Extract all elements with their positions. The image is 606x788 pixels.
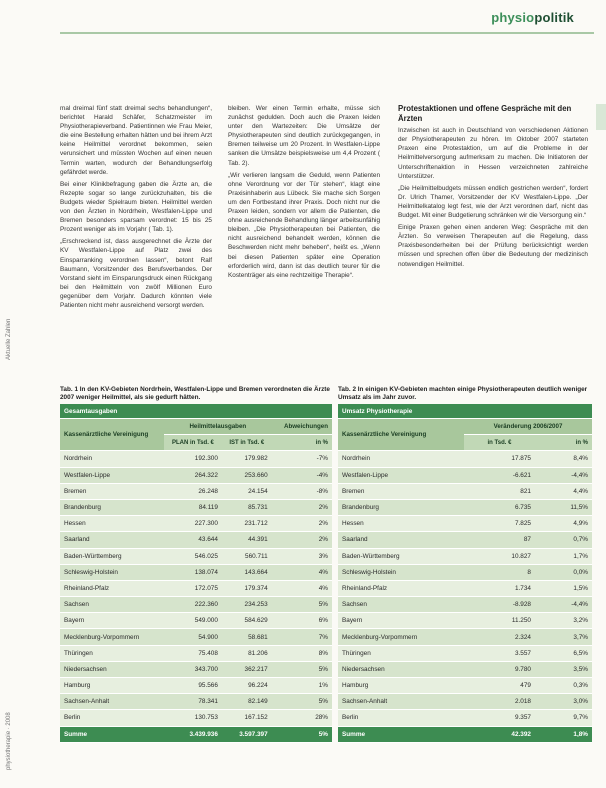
table-cell-value: 3,7% <box>535 629 592 645</box>
table-cell-value: 3% <box>272 548 332 564</box>
table-cell-value: 362.217 <box>222 661 272 677</box>
table-cell-value: 2% <box>272 499 332 515</box>
table-row <box>338 694 592 710</box>
table-row <box>60 661 332 677</box>
table-cell-value: 179.374 <box>222 580 272 596</box>
magazine-section-brand: physiopolitik <box>491 10 574 25</box>
table-cell-value: 9.357 <box>464 710 535 726</box>
table-cell-value: 0,3% <box>535 678 592 694</box>
table-cell-value: -6.621 <box>464 467 535 483</box>
table-cell-value: 143.664 <box>222 564 272 580</box>
page-edge-tab <box>596 104 606 130</box>
table-cell-value: 253.660 <box>222 467 272 483</box>
paragraph: „Erschreckend ist, dass ausgerechnet die Ärzte der KV Westfalen-Lippe auf Platz zwei des Einsparranking verordnen lassen“, betont Ralf Baumann, Vorsitzender des Berufsverbandes. Der Vorstand sieht im Einsparungsdruck einen Rückgang bei den Heilmitteln von zwölf Millionen Euro gegenüber dem Vorjahr. Dadurch könnten viele Patienten nicht mehr ausreichend versorgt werden. <box>60 238 212 309</box>
table-row <box>60 629 332 645</box>
table-cell-value: 43.644 <box>164 532 222 548</box>
table-row <box>60 710 332 726</box>
table-cell-region: Saarland <box>60 532 164 548</box>
table-row <box>60 694 332 710</box>
table-cell-value: 167.152 <box>222 710 272 726</box>
table-cell-value: 5% <box>272 597 332 613</box>
table-cell-value: 17.875 <box>464 451 535 467</box>
table-cell-region: Mecklenburg-Vorpommern <box>60 629 164 645</box>
table-cell-value: -4% <box>272 467 332 483</box>
table-cell-region: Bremen <box>60 483 164 499</box>
table-cell-value: 3,0% <box>535 694 592 710</box>
table-cell-value: 179.982 <box>222 451 272 467</box>
table1-sub-ist: IST in Tsd. € <box>222 435 272 451</box>
table-cell-value: 560.711 <box>222 548 272 564</box>
table-cell-region: Nordrhein <box>60 451 164 467</box>
table-cell-value: -8.928 <box>464 597 535 613</box>
table-row <box>338 645 592 661</box>
table-cell-value: 3.557 <box>464 645 535 661</box>
table-cell-value: 44.391 <box>222 532 272 548</box>
paragraph: mal dreimal fünf statt dreimal sechs behandlungen“, berichtet Harald Schäfer, Schatzmeister im Physiotherapieverband. Patientinnen wie Frau Meier, die eine Bestellung erhalten hätten und bei ihrem Arzt keine Heilmittel verordnet bekommen, seien verunsichert und müssten Wochen auf einen neuen Termin warten, wodurch der Behandlungserfolg gefährdet werde. <box>60 105 212 176</box>
table-row <box>60 645 332 661</box>
table-cell-region: Hamburg <box>338 678 464 694</box>
paragraph: bleiben. Wer einen Termin erhalte, müsse sich zunächst gedulden. Doch auch die Praxen leiden unter den Wartezeiten: Die Umsätze der Physiotherapeuten sind deutlich zurückgegangen, in Bremen teilweise um 20 Prozent. In Westfalen-Lippe sanken die Umsätze beispielsweise um 4,4 Prozent ( Tab. 2). <box>228 105 380 167</box>
table-cell-value: 87 <box>464 532 535 548</box>
table1-col-group: Heilmittelausgaben <box>164 419 272 435</box>
table-cell-value: 479 <box>464 678 535 694</box>
table2-sub-pct: in % <box>535 435 592 451</box>
table-row <box>338 613 592 629</box>
table-cell-region: Bayern <box>338 613 464 629</box>
table-row <box>60 548 332 564</box>
table1-caption: Tab. 1 In den KV-Gebieten Nordrhein, Westfalen-Lippe und Bremen verordneten die Ärzte 2007 weniger Heilmittel, als sie gedurft hätten. <box>60 386 330 402</box>
table-cell-value: 546.025 <box>164 548 222 564</box>
table-heilmittelausgaben <box>60 404 332 743</box>
table-cell-value: 138.074 <box>164 564 222 580</box>
table-cell-value: 130.753 <box>164 710 222 726</box>
table-cell-region: Berlin <box>60 710 164 726</box>
table-cell-value: 3,5% <box>535 661 592 677</box>
table-cell-value: 0,0% <box>535 564 592 580</box>
table-cell-value: 95.566 <box>164 678 222 694</box>
table-cell-value: 1,7% <box>535 548 592 564</box>
table-cell-region: Thüringen <box>338 645 464 661</box>
table-cell-value: 264.322 <box>164 467 222 483</box>
table-cell-value: 4,4% <box>535 483 592 499</box>
table-row <box>338 548 592 564</box>
table-row <box>338 678 592 694</box>
table-cell-value: 28% <box>272 710 332 726</box>
sum-value: 5% <box>272 726 332 742</box>
table-cell-value: 10.827 <box>464 548 535 564</box>
table-cell-value: 234.253 <box>222 597 272 613</box>
table-cell-value: 8,4% <box>535 451 592 467</box>
table1-title: Gesamtausgaben <box>60 404 332 419</box>
table1-col-diff: Abweichungen <box>272 419 332 435</box>
table-cell-value: 11.250 <box>464 613 535 629</box>
table2-caption: Tab. 2 In einigen KV-Gebieten machten einige Physiotherapeuten deutlich weniger Umsatz als im Jahr zuvor. <box>338 386 588 402</box>
text-column-1 <box>60 104 212 313</box>
table-cell-value: 6% <box>272 613 332 629</box>
table-cell-region: Hessen <box>60 516 164 532</box>
side-label: Aktuelle Zahlen <box>6 318 12 360</box>
table-cell-value: 1,5% <box>535 580 592 596</box>
table-cell-region: Baden-Württemberg <box>338 548 464 564</box>
table-cell-value: 222.360 <box>164 597 222 613</box>
table-row <box>60 564 332 580</box>
table-cell-region: Bremen <box>338 483 464 499</box>
table-row <box>338 499 592 515</box>
table-sum-row <box>338 726 592 742</box>
table-cell-value: 821 <box>464 483 535 499</box>
sum-value: 3.597.397 <box>222 726 272 742</box>
table-cell-value: 4% <box>272 564 332 580</box>
sum-label: Summe <box>60 726 164 742</box>
table-cell-value: 8 <box>464 564 535 580</box>
table-cell-value: -4,4% <box>535 467 592 483</box>
table-cell-value: 6,5% <box>535 645 592 661</box>
table-row <box>338 564 592 580</box>
table-cell-value: 85.731 <box>222 499 272 515</box>
table-cell-value: 82.149 <box>222 694 272 710</box>
table-cell-region: Mecklenburg-Vorpommern <box>338 629 464 645</box>
table-row <box>338 467 592 483</box>
table-cell-region: Brandenburg <box>60 499 164 515</box>
table-row <box>338 516 592 532</box>
table-row <box>60 532 332 548</box>
table-cell-region: Brandenburg <box>338 499 464 515</box>
table-row <box>60 678 332 694</box>
table-row <box>338 451 592 467</box>
table-cell-value: 4,9% <box>535 516 592 532</box>
table-cell-value: 2% <box>272 516 332 532</box>
table-cell-value: -7% <box>272 451 332 467</box>
table-cell-value: 78.341 <box>164 694 222 710</box>
table-cell-value: 172.075 <box>164 580 222 596</box>
paragraph: Einige Praxen gehen einen anderen Weg: Gespräche mit den Ärzten. So verweisen Therapeuten auf die Regelung, dass Praxisbesonderheiten bei der Prüfung berücksichtigt werden müssen und sprechen offen über die Bedeutung der medizinisch notwendigen Heilmittel. <box>398 224 588 268</box>
table-cell-value: 584.629 <box>222 613 272 629</box>
paragraph: Inzwischen ist auch in Deutschland von verschiedenen Aktionen der Physiotherapeuten zu hören. Im Oktober 2007 starteten Praxen eine Protestaktion, um auf die Probleme in der Heilmittelversorgung aufmerksam zu machen. Die Initiatoren der Unterschriftenaktion in Hessen verzeichneten zahlreiche Unterstützer. <box>398 127 588 180</box>
table2-col-group: Veränderung 2006/2007 <box>464 419 592 435</box>
table-cell-value: 2.018 <box>464 694 535 710</box>
table-row <box>338 629 592 645</box>
table-row <box>60 613 332 629</box>
table-row <box>60 499 332 515</box>
table-row <box>338 661 592 677</box>
table-cell-value: 84.119 <box>164 499 222 515</box>
table-cell-value: 0,7% <box>535 532 592 548</box>
table-cell-value: 5% <box>272 661 332 677</box>
sum-value: 1,8% <box>535 726 592 742</box>
table-cell-value: -8% <box>272 483 332 499</box>
table-cell-value: 3,2% <box>535 613 592 629</box>
sum-value: 3.439.936 <box>164 726 222 742</box>
table-row <box>338 597 592 613</box>
sum-label: Summe <box>338 726 464 742</box>
table-cell-value: 96.224 <box>222 678 272 694</box>
table-umsatz-physiotherapie <box>338 404 592 743</box>
table-cell-region: Sachsen <box>338 597 464 613</box>
table-cell-region: Schleswig-Holstein <box>338 564 464 580</box>
table-cell-value: 11,5% <box>535 499 592 515</box>
table-cell-region: Sachsen-Anhalt <box>60 694 164 710</box>
table-cell-region: Hamburg <box>60 678 164 694</box>
table-cell-value: 4% <box>272 580 332 596</box>
table-cell-region: Westfalen-Lippe <box>60 467 164 483</box>
table-cell-value: 7.825 <box>464 516 535 532</box>
header-rule <box>60 32 594 34</box>
section-heading: Protestaktionen und offene Gespräche mit den Ärzten <box>398 104 572 123</box>
sum-value: 42.392 <box>464 726 535 742</box>
table-cell-region: Niedersachsen <box>60 661 164 677</box>
table-cell-value: 2% <box>272 532 332 548</box>
table-cell-region: Bayern <box>60 613 164 629</box>
table-row <box>60 516 332 532</box>
table-cell-region: Baden-Württemberg <box>60 548 164 564</box>
table1-col-kv: Kassenärztliche Vereinigung <box>60 419 164 451</box>
table-cell-value: -4,4% <box>535 597 592 613</box>
table-cell-region: Saarland <box>338 532 464 548</box>
table-cell-value: 5% <box>272 694 332 710</box>
table-row <box>60 483 332 499</box>
table-cell-value: 6.735 <box>464 499 535 515</box>
table1-sub-plan: PLAN in Tsd. € <box>164 435 222 451</box>
paragraph: „Wir verlieren langsam die Geduld, wenn Patienten ohne Verordnung vor der Tür stehen“, klagt eine Praxisinhaberin aus Lübeck. Sie mache sich Sorgen um den Fortbestand ihrer Praxis. Doch nicht nur die Praxen leiden, sondern vor allem die Patienten, die ohne ausreichende Behandlung länger arbeitsunfähig bleiben. „Die Physiotherapeuten bei Patienten, die nicht ausreichend behandelt werden, können die Beschwerden nicht mehr beheben“, heißt es. „Wenn bei diesen Patienten später eine Operation erforderlich wird, dann ist das deutlich teurer für die Kostenträger als eine rechtzeitige Therapie“. <box>228 171 380 279</box>
table-cell-value: 24.154 <box>222 483 272 499</box>
table-row <box>60 467 332 483</box>
table-row <box>60 580 332 596</box>
table-cell-region: Hessen <box>338 516 464 532</box>
table-cell-value: 231.712 <box>222 516 272 532</box>
table-cell-region: Sachsen-Anhalt <box>338 694 464 710</box>
table-row <box>338 710 592 726</box>
table-cell-value: 58.681 <box>222 629 272 645</box>
table-cell-value: 1.734 <box>464 580 535 596</box>
table-row <box>60 451 332 467</box>
table-cell-region: Berlin <box>338 710 464 726</box>
table-cell-value: 7% <box>272 629 332 645</box>
table-sum-row <box>60 726 332 742</box>
table2-col-kv: Kassenärztliche Vereinigung <box>338 419 464 451</box>
table-cell-region: Rheinland-Pfalz <box>338 580 464 596</box>
table-row <box>338 532 592 548</box>
table-row <box>338 483 592 499</box>
table-cell-region: Niedersachsen <box>338 661 464 677</box>
page-header <box>0 8 606 36</box>
table-cell-value: 549.000 <box>164 613 222 629</box>
table-row <box>338 580 592 596</box>
table2-sub-tsd: in Tsd. € <box>464 435 535 451</box>
paragraph: „Die Heilmittelbudgets müssen endlich gestrichen werden“, fordert Dr. Ulrich Thamer, Vorsitzender der KV Westfalen-Lippe. „Der Heilmittelkatalog legt fest, wie der Arzt verordnen darf, nicht das Budget. Mit einer Budgetierung schränken wir die Versorgung ein.“ <box>398 184 588 220</box>
text-column-3 <box>398 104 588 272</box>
table-row <box>60 597 332 613</box>
table-cell-value: 9.780 <box>464 661 535 677</box>
table-cell-region: Thüringen <box>60 645 164 661</box>
table-cell-region: Rheinland-Pfalz <box>60 580 164 596</box>
table-cell-value: 1% <box>272 678 332 694</box>
table-cell-value: 26.248 <box>164 483 222 499</box>
table2-title: Umsatz Physiotherapie <box>338 404 592 419</box>
paragraph: Bei einer Klinikbefragung gaben die Ärzte an, die Rezepte sogar so lange zurückzuhalten, bis die Budgets wieder Spielraum bieten. Heilmittel werden von den Ärzten in Nordrhein, Westfalen-Lippe und Bremen besonders sparsam verordnet: 15 bis 25 Prozent weniger als im Vorjahr ( Tab. 1). <box>60 180 212 234</box>
table-cell-value: 9,7% <box>535 710 592 726</box>
table-cell-value: 343.700 <box>164 661 222 677</box>
table-cell-value: 8% <box>272 645 332 661</box>
table-cell-value: 54.900 <box>164 629 222 645</box>
table-cell-value: 81.206 <box>222 645 272 661</box>
table-cell-region: Sachsen <box>60 597 164 613</box>
table-cell-value: 2.324 <box>464 629 535 645</box>
table-cell-region: Schleswig-Holstein <box>60 564 164 580</box>
bottom-side-label: physiotherapie · 2008 <box>6 712 12 770</box>
text-column-2 <box>228 104 380 283</box>
table-cell-region: Westfalen-Lippe <box>338 467 464 483</box>
table-cell-region: Nordrhein <box>338 451 464 467</box>
table-cell-value: 192.300 <box>164 451 222 467</box>
table-cell-value: 227.300 <box>164 516 222 532</box>
table1-sub-pct: in % <box>272 435 332 451</box>
table-cell-value: 75.408 <box>164 645 222 661</box>
